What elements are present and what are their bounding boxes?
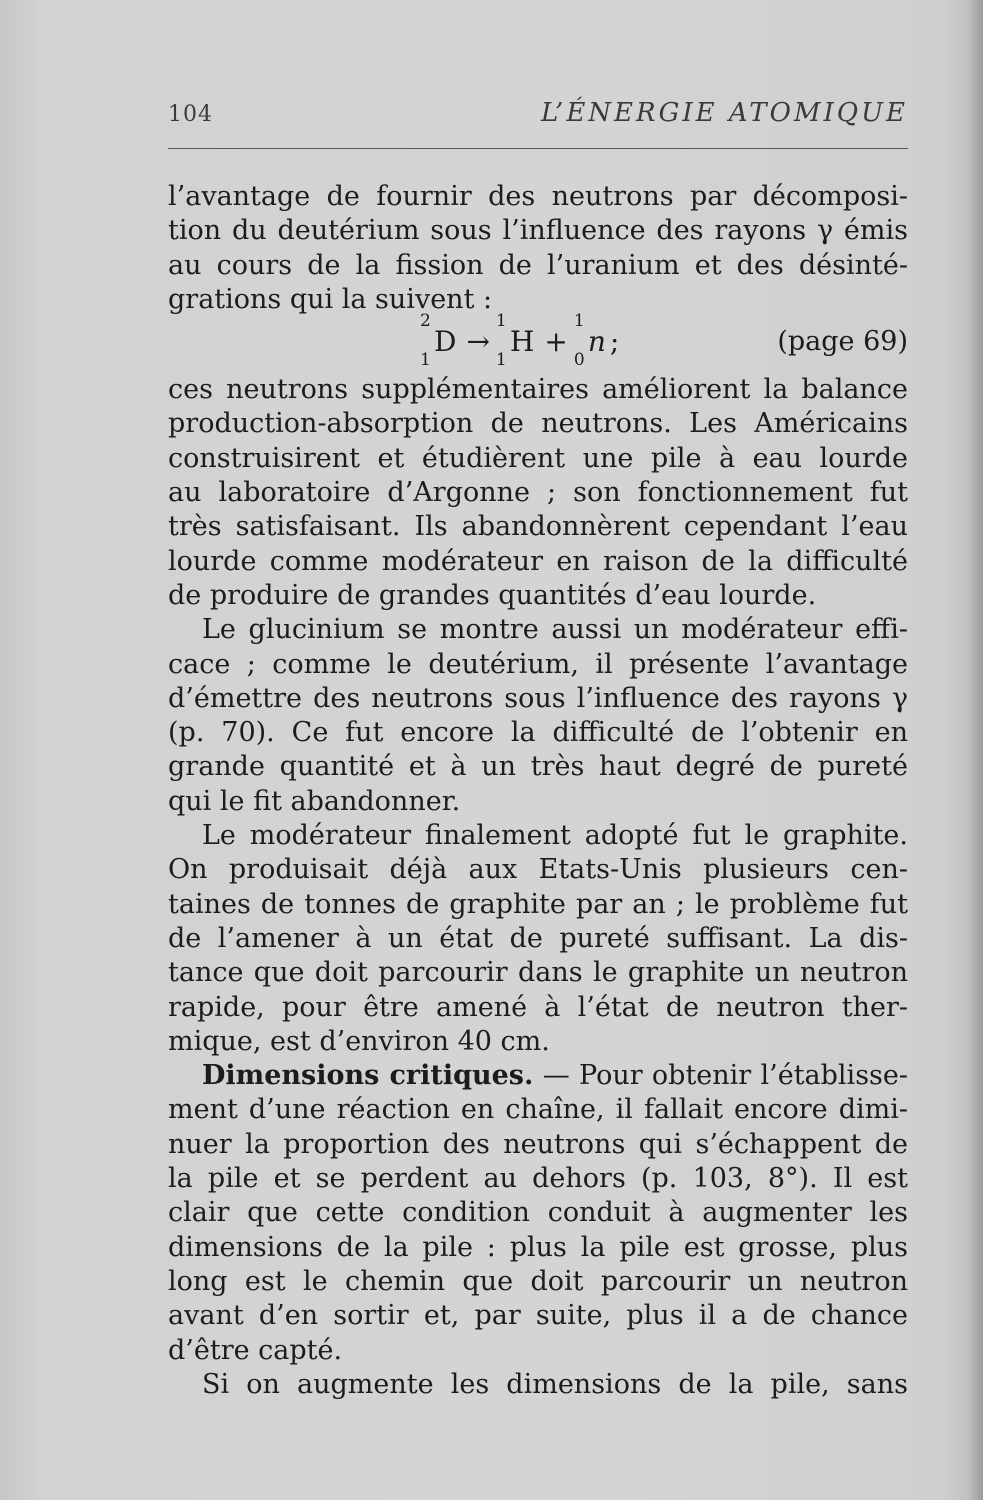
text-line: qui le fit abandonner. bbox=[168, 785, 461, 817]
text-line: dimensions de la pile : plus la pile est grosse, plus bbox=[168, 1231, 908, 1263]
text-line: clair que cette condition conduit à augmenter les bbox=[168, 1197, 908, 1229]
paragraph-6 bbox=[168, 1368, 908, 1402]
element-symbol: n bbox=[587, 325, 606, 359]
text-line: Le glucinium se montre aussi un modérateur effi- bbox=[202, 614, 908, 646]
element-symbol: D bbox=[434, 325, 457, 359]
running-title: L’ÉNERGIE ATOMIQUE bbox=[541, 98, 908, 128]
text-line: au cours de la fission de l’uranium et des désinté- bbox=[168, 249, 908, 281]
paragraph-1 bbox=[168, 180, 908, 317]
text-line: d’émettre des neutrons sous l’influence des rayons γ bbox=[168, 682, 908, 714]
deuterium-symbol bbox=[420, 311, 457, 371]
text-line: ces neutrons supplémentaires améliorent la balance bbox=[168, 374, 908, 406]
text-line: d’être capté. bbox=[168, 1334, 343, 1366]
text-line: la pile et se perdent au dehors (p. 103, 8°). Il est bbox=[168, 1163, 908, 1195]
text-fragment: — Pour obtenir l’établisse- bbox=[533, 1060, 909, 1092]
neutron-symbol bbox=[573, 311, 606, 371]
text-line: grations qui la suivent : bbox=[168, 283, 493, 315]
text-line: Si on augmente les dimensions de la pile, sans bbox=[202, 1368, 908, 1400]
plus-sign: + bbox=[544, 325, 568, 359]
text-line: long est le chemin que doit parcourir un neutron bbox=[168, 1265, 908, 1297]
text-line: de l’amener à un état de pureté suffisant. La dis- bbox=[168, 922, 908, 954]
text-line: lourde comme modérateur en raison de la difficulté bbox=[168, 545, 908, 577]
mass-number: 2 bbox=[420, 311, 431, 332]
mass-number: 1 bbox=[495, 311, 507, 332]
atomic-number: 1 bbox=[420, 350, 431, 371]
text-line: production-absorption de neutrons. Les Américains bbox=[168, 408, 908, 440]
text-line bbox=[168, 1059, 908, 1093]
equation-formula bbox=[420, 311, 620, 371]
atomic-number: 1 bbox=[495, 350, 507, 371]
page-header bbox=[168, 98, 908, 138]
arrow: → bbox=[466, 325, 490, 359]
text-line: (p. 70). Ce fut encore la difficulté de l’obtenir en bbox=[168, 717, 908, 749]
text-line: cace ; comme le deutérium, il présente l’avantage bbox=[168, 648, 908, 680]
hydrogen-symbol bbox=[495, 311, 535, 371]
text-line: Le modérateur finalement adopté fut le graphite. bbox=[202, 820, 908, 852]
nuclear-equation bbox=[168, 311, 908, 373]
text-line: très satisfaisant. Ils abandonnèrent cependant l’eau bbox=[168, 511, 908, 543]
paragraph-4 bbox=[168, 819, 908, 1059]
paragraph-5 bbox=[168, 1059, 908, 1368]
text-line: ment d’une réaction en chaîne, il fallait encore dimi- bbox=[168, 1094, 908, 1126]
atomic-number: 0 bbox=[573, 350, 585, 371]
element-symbol: H bbox=[509, 325, 535, 359]
page-edge bbox=[969, 0, 983, 1500]
text-line: construisirent et étudièrent une pile à eau lourde bbox=[168, 442, 908, 474]
text-line: l’avantage de fournir des neutrons par décomposi- bbox=[168, 181, 908, 212]
text-line: avant d’en sortir et, par suite, plus il a de chance bbox=[168, 1300, 908, 1332]
text-body bbox=[168, 180, 908, 1402]
section-heading: Dimensions critiques. bbox=[202, 1060, 534, 1092]
header-rule bbox=[168, 148, 908, 149]
text-line: taines de tonnes de graphite par an ; le problème fut bbox=[168, 888, 908, 920]
text-line: mique, est d’environ 40 cm. bbox=[168, 1025, 550, 1057]
text-line: de produire de grandes quantités d’eau lourde. bbox=[168, 579, 817, 611]
text-line: On produisait déjà aux Etats-Unis plusieurs cen- bbox=[168, 854, 908, 886]
text-line: grande quantité et à un très haut degré de pureté bbox=[168, 751, 908, 783]
mass-number: 1 bbox=[573, 311, 585, 332]
text-line: au laboratoire d’Argonne ; son fonctionnement fut bbox=[168, 477, 908, 509]
paragraph-2 bbox=[168, 373, 908, 613]
equation-reference: (page 69) bbox=[777, 326, 908, 358]
text-line: nuer la proportion des neutrons qui s’échappent de bbox=[168, 1128, 908, 1160]
text-line: rapide, pour être amené à l’état de neutron ther- bbox=[168, 991, 908, 1023]
text-line: tion du deutérium sous l’influence des rayons γ émis bbox=[168, 215, 908, 247]
text-line: tance que doit parcourir dans le graphite un neutron bbox=[168, 957, 908, 989]
page-number: 104 bbox=[168, 102, 213, 127]
paragraph-3 bbox=[168, 613, 908, 819]
semicolon: ; bbox=[609, 325, 620, 359]
